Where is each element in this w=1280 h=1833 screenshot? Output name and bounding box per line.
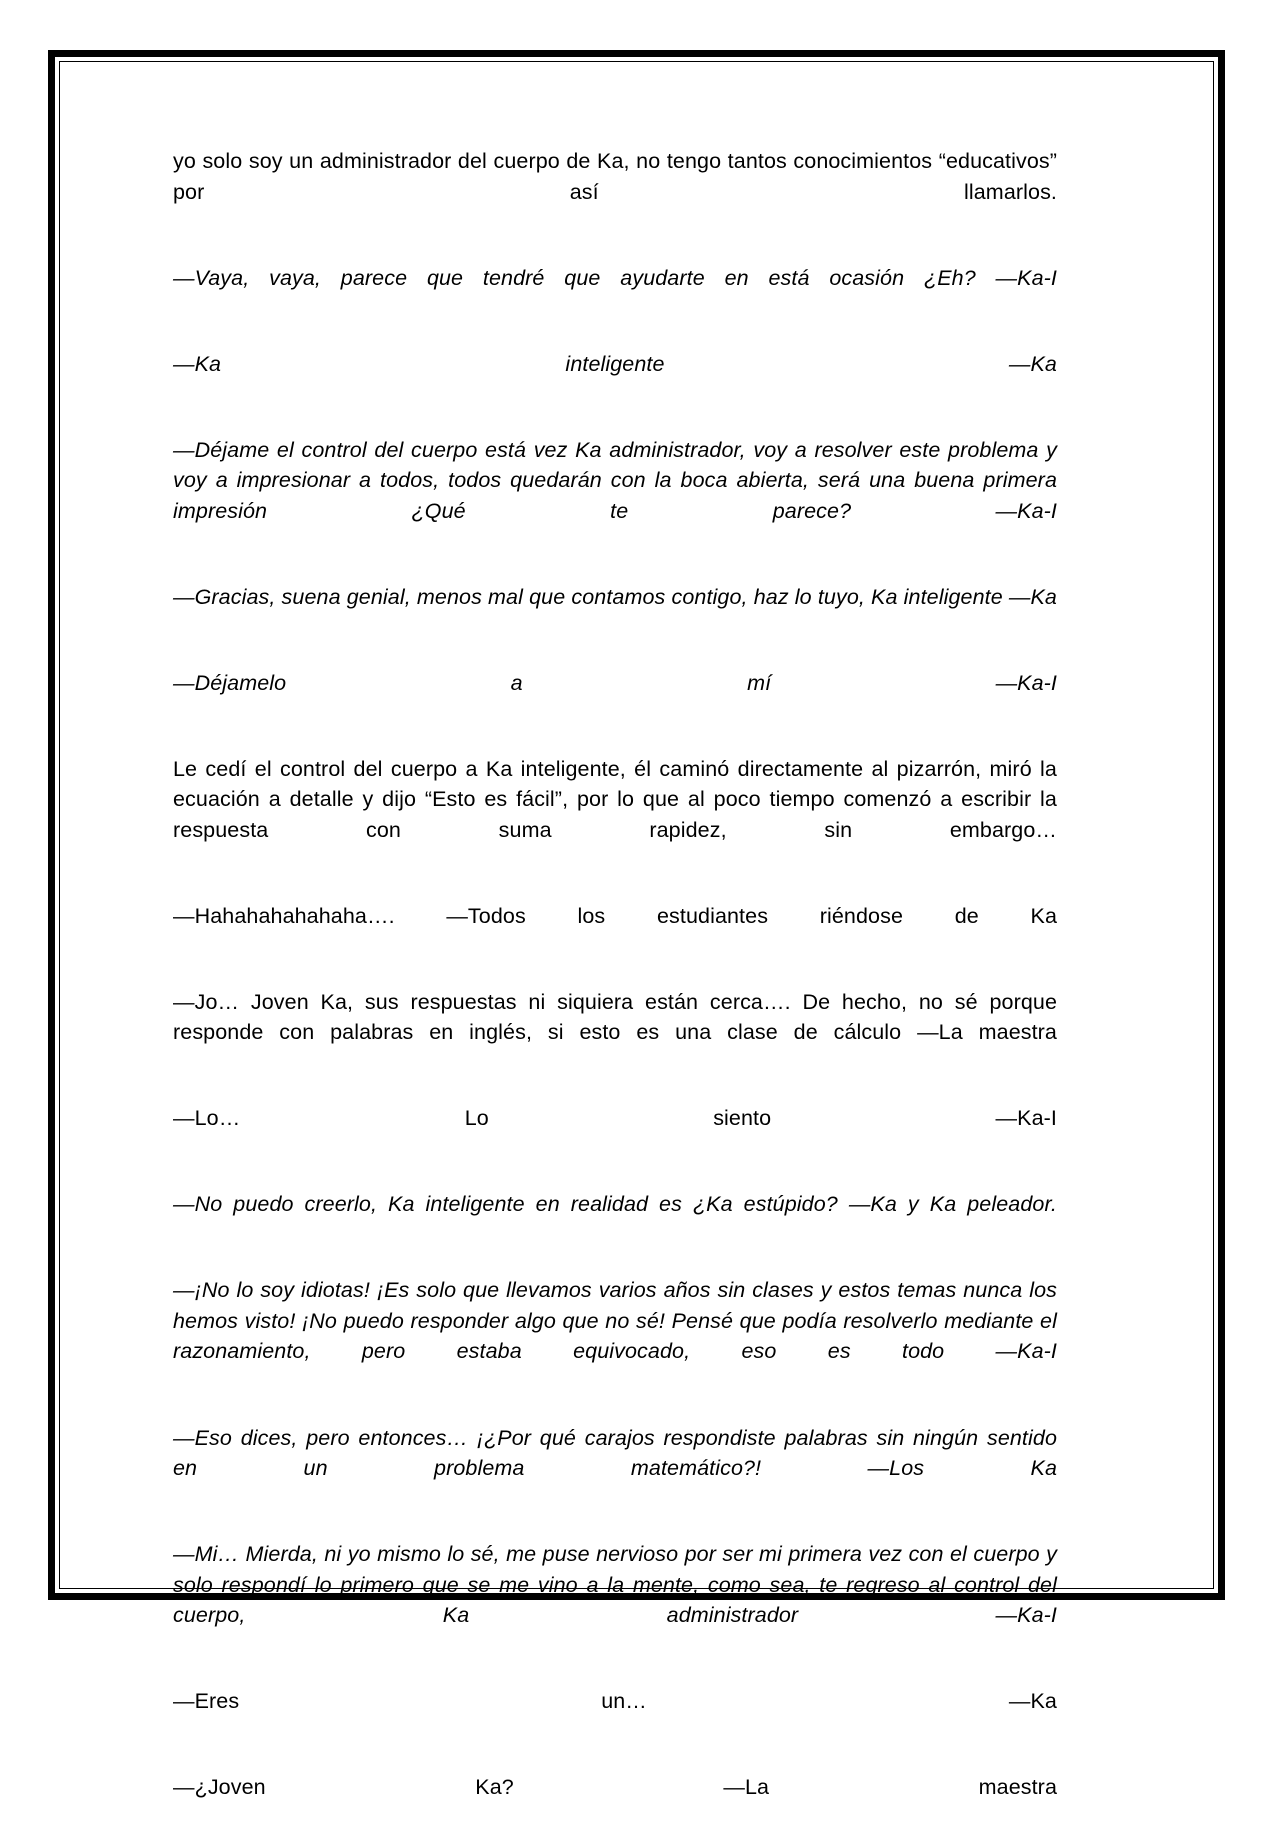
paragraph-9: —Jo… Joven Ka, sus respuestas ni siquiera están cerca…. De hecho, no sé porque responde con palabras en inglés, si esto es una clase de cálculo —La maestra: [173, 989, 1057, 1045]
paragraph-12: —¡No lo soy idiotas! ¡Es solo que llevamos varios años sin clases y estos temas nunca los hemos visto! ¡No puedo responder algo que no sé! Pensé que podía resolverlo mediante el razonamiento, pero estaba equivocado, eso es todo —Ka-I: [173, 1278, 1057, 1364]
paragraph-10: —Lo… Lo siento —Ka-I: [173, 1106, 1057, 1131]
paragraph-8: —Hahahahahahaha…. —Todos los estudiantes riéndose de Ka: [173, 903, 1057, 928]
paragraph-7: Le cedí el control del cuerpo a Ka inteligente, él caminó directamente al pizarrón, miró la ecuación a detalle y dijo “Esto es fácil”, por lo que al poco tiempo comenzó a escribir la respuesta con suma rapidez, sin embargo…: [173, 756, 1057, 842]
paragraph-5: —Gracias, suena genial, menos mal que contamos contigo, haz lo tuyo, Ka inteligente —Ka: [173, 584, 1057, 609]
paragraph-11: —No puedo creerlo, Ka inteligente en realidad es ¿Ka estúpido? —Ka y Ka peleador.: [173, 1192, 1057, 1217]
paragraph-6: —Déjamelo a mí —Ka-I: [173, 670, 1057, 695]
paragraph-2: —Vaya, vaya, parece que tendré que ayudarte en está ocasión ¿Eh? —Ka-I: [173, 265, 1057, 290]
paragraph-14: —Mi… Mierda, ni yo mismo lo sé, me puse nervioso por ser mi primera vez con el cuerpo y solo respondí lo primero que se me vino a la mente, como sea, te regreso al control del cuerpo, Ka administrador —Ka-I: [173, 1542, 1057, 1628]
paragraph-13: —Eso dices, pero entonces… ¡¿Por qué carajos respondiste palabras sin ningún sentido en un problema matemático?! —Los Ka: [173, 1425, 1057, 1481]
paragraph-4: —Déjame el control del cuerpo está vez Ka administrador, voy a resolver este problema y voy a impresionar a todos, todos quedarán con la boca abierta, será una buena primera impresión ¿Qué te parece? —Ka-I: [173, 437, 1057, 523]
document-text-column: [173, 146, 1057, 1833]
paragraph-15: —Eres un… —Ka: [173, 1689, 1057, 1714]
paragraph-16: —¿Joven Ka? —La maestra: [173, 1775, 1057, 1800]
page-border-outer: [48, 50, 1225, 1800]
paragraph-3: —Ka inteligente —Ka: [173, 351, 1057, 376]
page-border-inner: [59, 61, 1214, 1800]
paragraph-1: yo solo soy un administrador del cuerpo de Ka, no tengo tantos conocimientos “educativos” por así llamarlos.: [173, 149, 1057, 204]
